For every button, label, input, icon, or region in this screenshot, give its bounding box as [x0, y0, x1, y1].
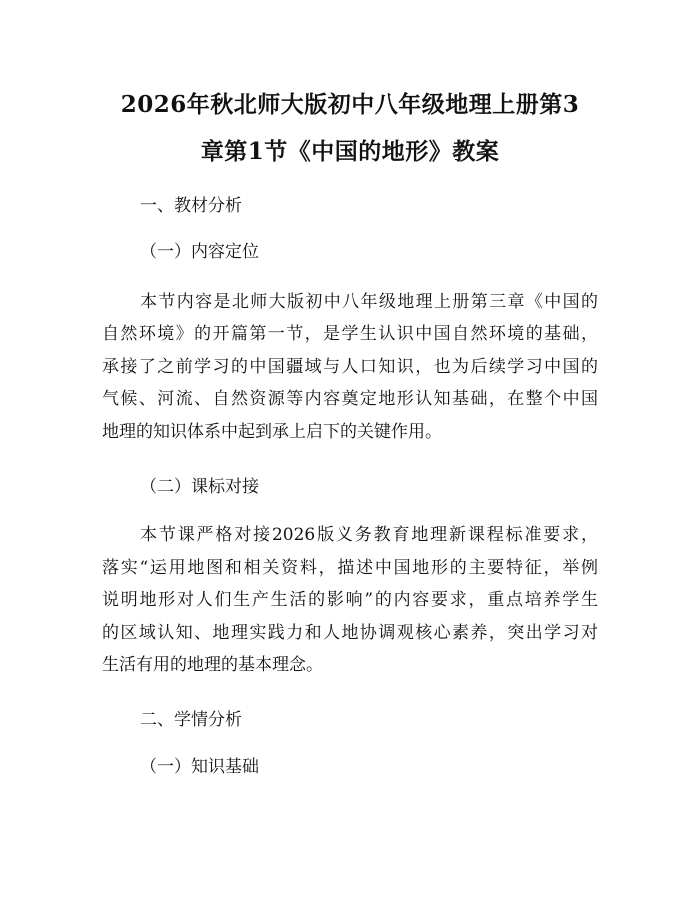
- subsection-heading-content-positioning: （一）内容定位: [140, 242, 259, 262]
- document-title-line-2: 章第1节《中国的地形》教案: [200, 138, 500, 165]
- subsection-heading-knowledge-foundation: （一）知识基础: [140, 757, 259, 777]
- paragraph-line: 落实“运用地图和相关资料，描述中国地形的主要特征，举例: [102, 558, 598, 578]
- paragraph-line: 本节内容是北师大版初中八年级地理上册第三章《中国的: [140, 292, 598, 312]
- paragraph-line: 承接了之前学习的中国疆域与人口知识，也为后续学习中国的: [102, 357, 598, 377]
- paragraph-line: 生活有用的地理的基本理念。: [102, 655, 323, 675]
- subsection-heading-curriculum-alignment: （二）课标对接: [140, 477, 259, 497]
- paragraph-line: 气候、河流、自然资源等内容奠定地形认知基础，在整个中国: [102, 389, 598, 409]
- paragraph-line: 自然环境》的开篇第一节，是学生认识中国自然环境的基础，: [102, 324, 598, 344]
- paragraph-line: 的区域认知、地理实践力和人地协调观核心素养，突出学习对: [102, 623, 598, 643]
- section-heading-learner-analysis: 二、学情分析: [140, 710, 242, 730]
- document-title-line-1: 2026年秋北师大版初中八年级地理上册第3: [120, 91, 580, 118]
- paragraph-line: 本节课严格对接2026版义务教育地理新课程标准要求，: [140, 525, 598, 545]
- paragraph-line: 地理的知识体系中起到承上启下的关键作用。: [102, 422, 442, 442]
- paragraph-line: 说明地形对人们生产生活的影响”的内容要求，重点培养学生: [102, 590, 598, 610]
- section-heading-textbook-analysis: 一、教材分析: [140, 196, 242, 216]
